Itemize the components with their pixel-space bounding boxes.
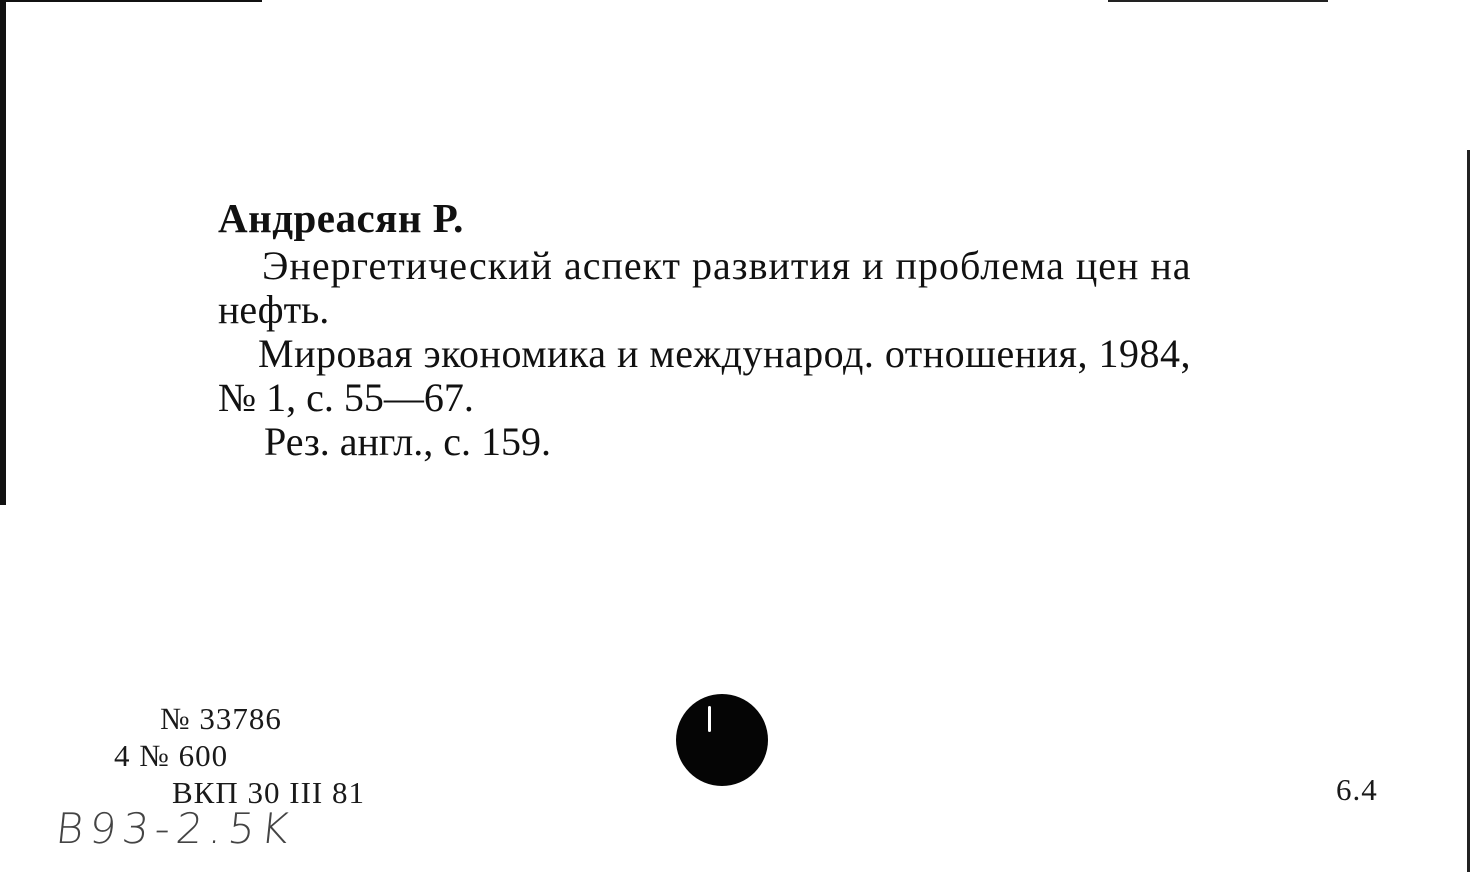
source-line-1: Мировая экономика и международ. отношения, 1984, <box>258 331 1191 376</box>
source-line-2: № 1, с. 55—67. <box>218 375 474 420</box>
article-title-line-1: Энергетический аспект развития и проблема цен на <box>262 243 1192 288</box>
card-left-edge <box>0 0 6 505</box>
card-top-edge-right <box>1108 0 1328 2</box>
article-title-line-2: нефть. <box>218 287 330 332</box>
shelf-mark-vkp: ВКП 30 III 81 <box>172 775 365 810</box>
shelf-marks <box>114 700 365 811</box>
shelf-mark-number: № 33786 <box>160 701 282 736</box>
punch-hole-icon <box>676 694 768 786</box>
bibliographic-entry <box>218 196 1382 464</box>
handwritten-note: B93-2.5K <box>53 804 298 853</box>
author-name: Андреасян Р. <box>218 195 464 241</box>
shelf-mark-order: 4 № 600 <box>114 738 229 773</box>
summary-note: Рез. англ., с. 159. <box>264 419 552 464</box>
card-right-edge <box>1467 150 1470 872</box>
classification-code: 6.4 <box>1336 772 1378 807</box>
card-top-edge <box>0 0 262 2</box>
